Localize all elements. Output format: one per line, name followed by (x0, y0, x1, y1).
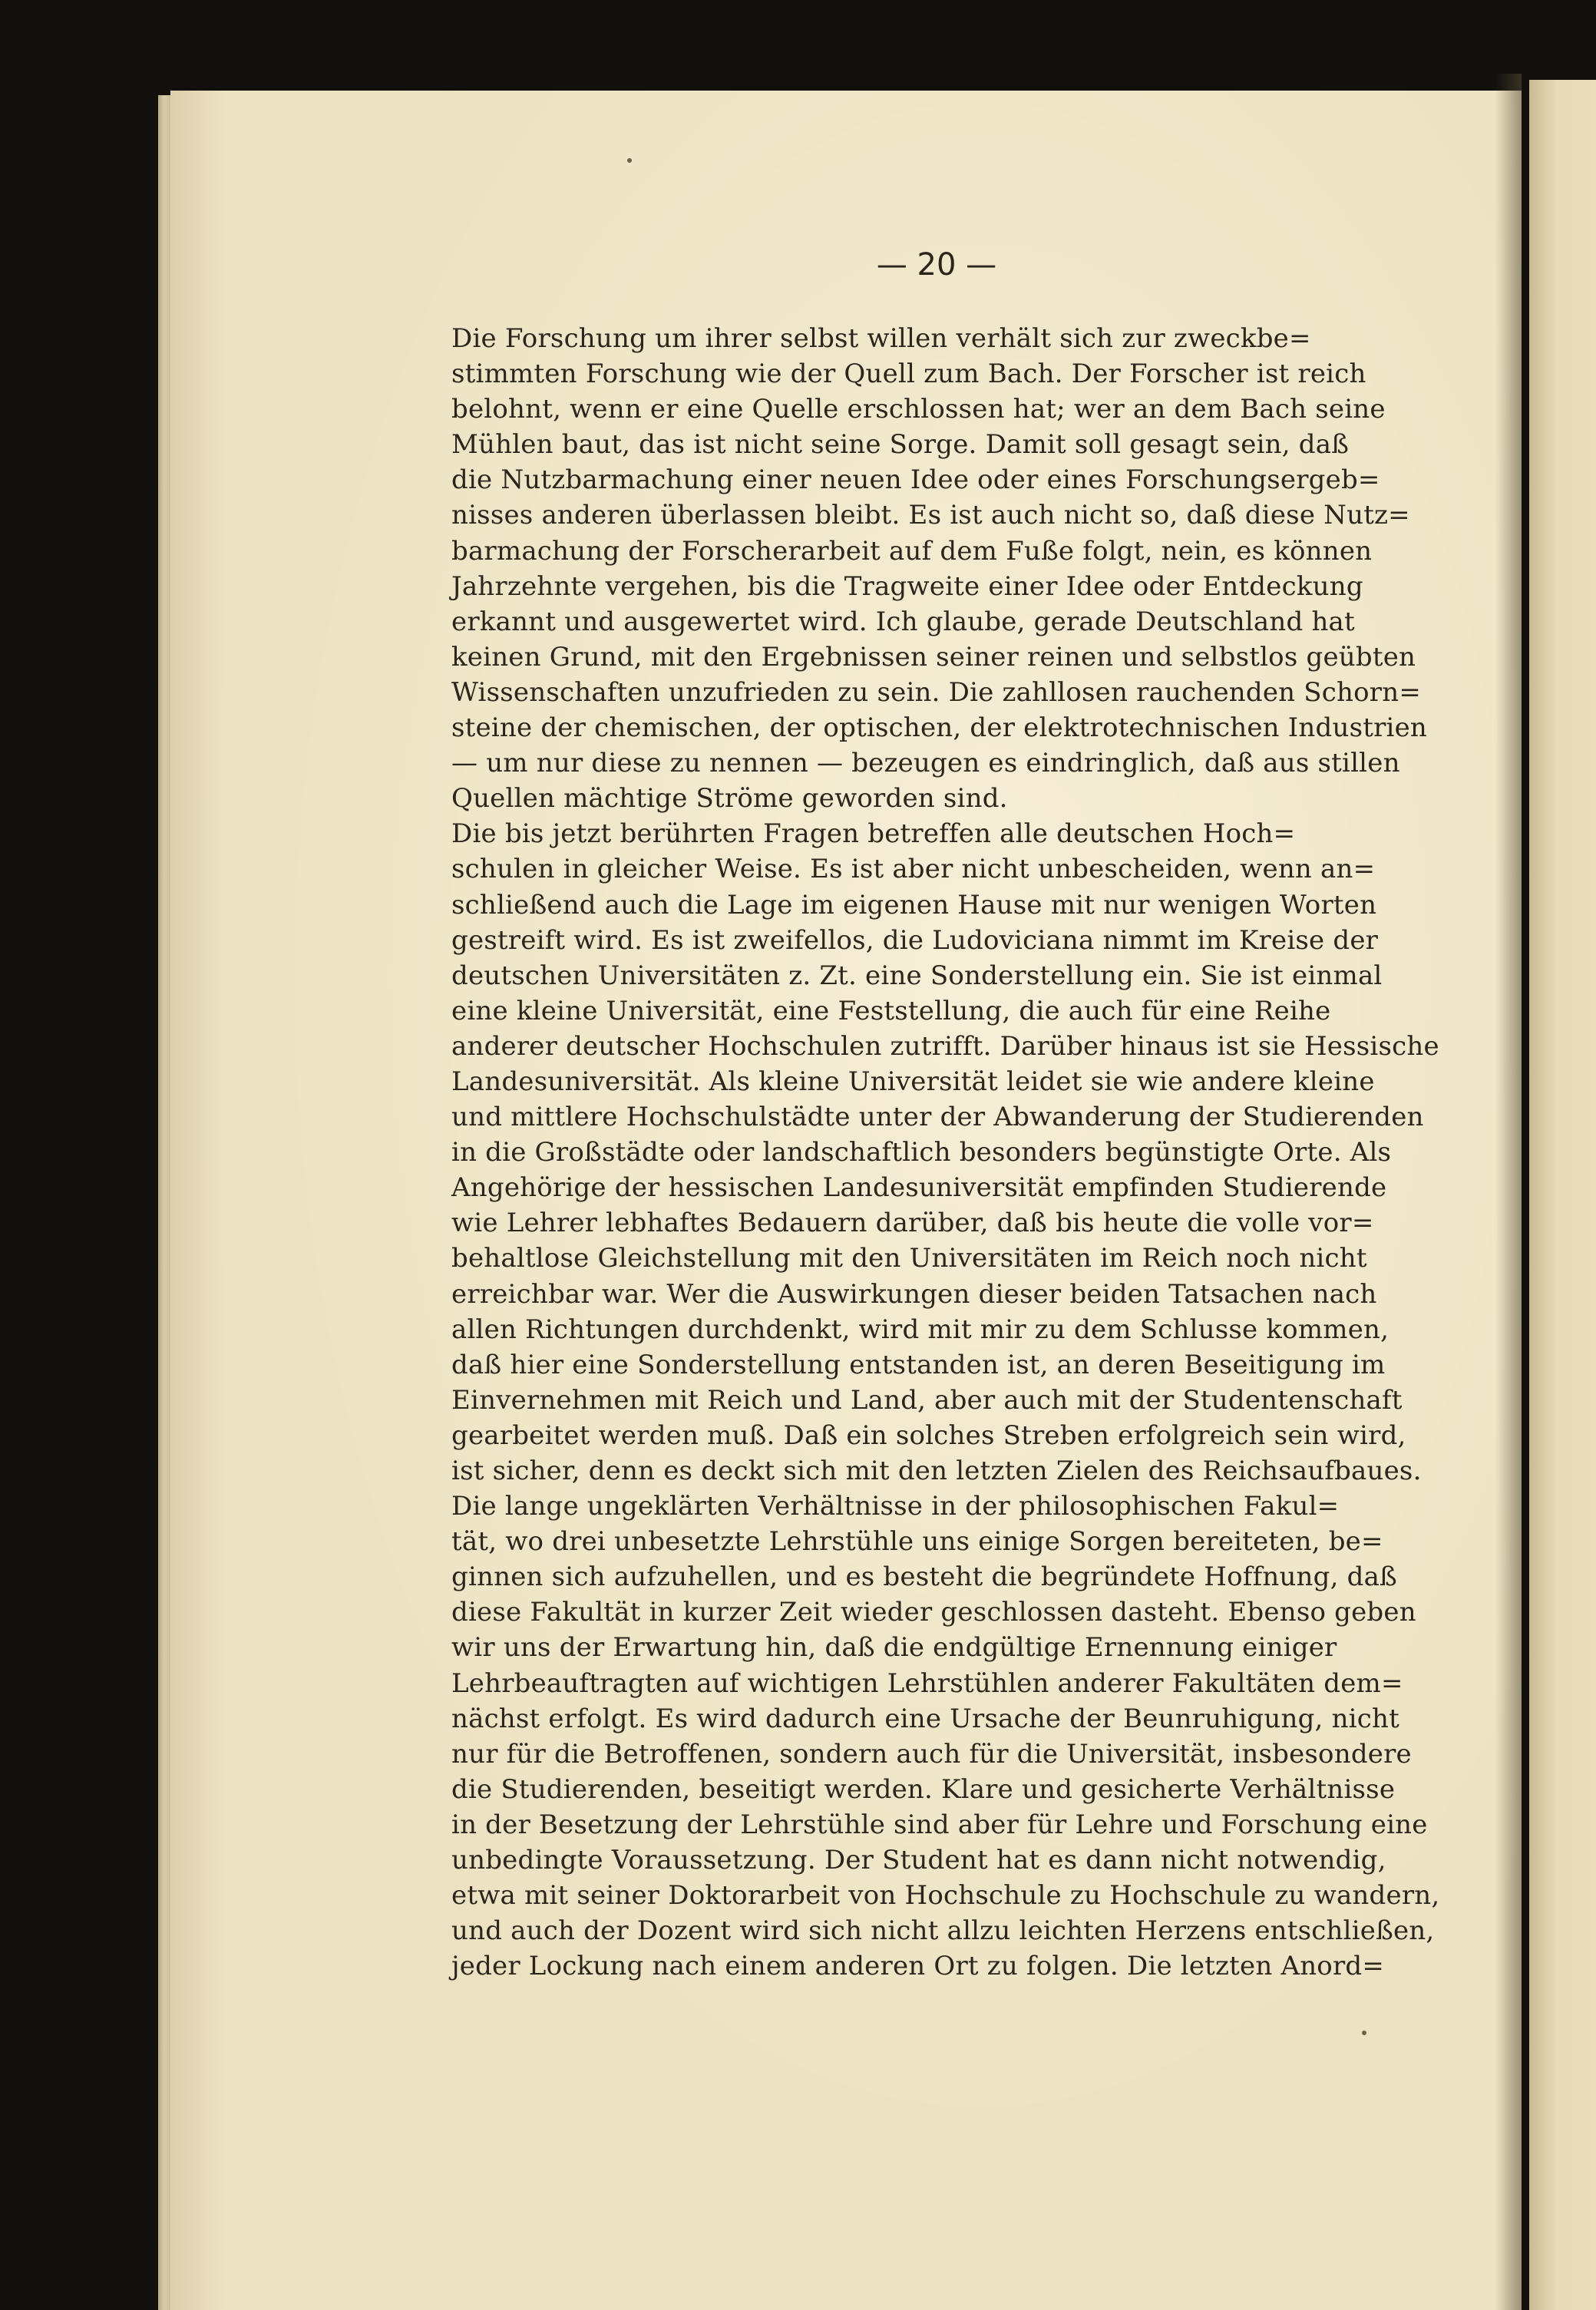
page-number: — 20 — (876, 247, 997, 283)
text-line: belohnt, wenn er eine Quelle erschlossen hat; wer an dem Bach seine (451, 394, 1386, 425)
text-line: schließend auch die Lage im eigenen Hause mit nur wenigen Worten (451, 889, 1377, 920)
text-line: etwa mit seiner Doktorarbeit von Hochschule zu Hochschule zu wandern, (451, 1880, 1440, 1912)
text-line: wie Lehrer lebhaftes Bedauern darüber, daß bis heute die volle vor= (451, 1208, 1374, 1239)
text-line: Mühlen baut, das ist nicht seine Sorge. Damit soll gesagt sein, daß (451, 429, 1350, 461)
text-line: in der Besetzung der Lehrstühle sind aber für Lehre und Forschung eine (451, 1809, 1428, 1840)
text-line: Lehrbeauftragten auf wichtigen Lehrstühlen anderer Fakultäten dem= (451, 1667, 1403, 1699)
text-line: daß hier eine Sonderstellung entstanden ist, an deren Beseitigung im (451, 1349, 1386, 1380)
text-line: und auch der Dozent wird sich nicht allzu leichten Herzens entschließen, (451, 1915, 1435, 1947)
text-line: behaltlose Gleichstellung mit den Universitäten im Reich noch nicht (451, 1243, 1367, 1274)
speck-mark (1362, 2031, 1366, 2035)
text-line: in die Großstädte oder landschaftlich besonders begünstigte Orte. Als (451, 1137, 1392, 1168)
text-line: erreichbar war. Wer die Auswirkungen dieser beiden Tatsachen nach (451, 1278, 1377, 1310)
text-line: Landesuniversität. Als kleine Universität leidet sie wie andere kleine (451, 1066, 1375, 1097)
text-line: nisses anderen überlassen bleibt. Es ist auch nicht so, daß diese Nutz= (451, 500, 1410, 531)
text-line: Einvernehmen mit Reich und Land, aber auch mit der Studentenschaft (451, 1384, 1403, 1416)
text-line: gearbeitet werden muß. Daß ein solches Streben erfolgreich sein wird, (451, 1419, 1406, 1451)
text-line: ginnen sich aufzuhellen, und es besteht die begründete Hoffnung, daß (451, 1561, 1397, 1593)
text-line: Die lange ungeklärten Verhältnisse in der philosophischen Fakul= (451, 1491, 1340, 1522)
text-line: — um nur diese zu nennen — bezeugen es eindringlich, daß aus stillen (451, 748, 1400, 779)
text-line: allen Richtungen durchdenkt, wird mit mir zu dem Schlusse kommen, (451, 1314, 1389, 1345)
text-line: barmachung der Forscherarbeit auf dem Fuße folgt, nein, es können (451, 535, 1373, 567)
page-edge-left (158, 95, 170, 2310)
text-line: Die bis jetzt berührten Fragen betreffen alle deutschen Hoch= (451, 818, 1296, 850)
text-line: Die Forschung um ihrer selbst willen verhält sich zur zweckbe= (451, 323, 1311, 354)
text-line: erkannt und ausgewertet wird. Ich glaube, gerade Deutschland hat (451, 606, 1355, 637)
text-line: gestreift wird. Es ist zweifellos, die Ludoviciana nimmt im Kreise der (451, 924, 1379, 956)
text-line: ist sicher, denn es deckt sich mit den letzten Zielen des Reichsaufbaues. (451, 1456, 1422, 1486)
text-line: die Studierenden, beseitigt werden. Klare und gesicherte Verhältnisse (451, 1773, 1396, 1805)
text-line: stimmten Forschung wie der Quell zum Bach. Der Forscher ist reich (451, 359, 1366, 390)
text-line: unbedingte Voraussetzung. Der Student hat es dann nicht notwendig, (451, 1845, 1386, 1876)
text-line: diese Fakultät in kurzer Zeit wieder geschlossen dasteht. Ebenso geben (451, 1597, 1416, 1628)
text-line: jeder Lockung nach einem anderen Ort zu folgen. Die letzten Anord= (451, 1951, 1385, 1982)
text-line: tät, wo drei unbesetzte Lehrstühle uns einige Sorgen bereiteten, be= (451, 1526, 1383, 1558)
text-line: nur für die Betroffenen, sondern auch für die Universität, insbesondere (451, 1738, 1412, 1770)
text-line: keinen Grund, mit den Ergebnissen seiner reinen und selbstlos geübten (451, 641, 1416, 673)
text-line: Angehörige der hessischen Landesuniversität empfinden Studierende (451, 1172, 1387, 1204)
text-line: Wissenschaften unzufrieden zu sein. Die zahllosen rauchenden Schorn= (451, 676, 1422, 708)
text-line: Quellen mächtige Ströme geworden sind. (451, 783, 1008, 815)
text-line: deutschen Universitäten z. Zt. eine Sonderstellung ein. Sie ist einmal (451, 960, 1383, 991)
text-line: steine der chemischen, der optischen, der elektrotechnischen Industrien (451, 712, 1428, 744)
spine-shadow (1495, 74, 1522, 2310)
text-line: anderer deutscher Hochschulen zutrifft. Darüber hinaus ist sie Hessische (451, 1030, 1439, 1062)
text-line: und mittlere Hochschulstädte unter der Abwanderung der Studierenden (451, 1102, 1424, 1133)
speck-mark (627, 158, 632, 163)
text-line: wir uns der Erwartung hin, daß die endgültige Ernennung einiger (451, 1632, 1337, 1664)
text-line: die Nutzbarmachung einer neuen Idee oder eines Forschungsergeb= (451, 464, 1380, 496)
body-text (451, 321, 1442, 1984)
text-line: Jahrzehnte vergehen, bis die Tragweite einer Idee oder Entdeckung (451, 570, 1363, 602)
text-line: eine kleine Universität, eine Feststellung, die auch für eine Reihe (451, 995, 1331, 1026)
adjacent-page-edge (1529, 80, 1596, 2310)
text-line: schulen in gleicher Weise. Es ist aber nicht unbescheiden, wenn an= (451, 854, 1376, 885)
text-line: nächst erfolgt. Es wird dadurch eine Ursache der Beunruhigung, nicht (451, 1703, 1399, 1734)
